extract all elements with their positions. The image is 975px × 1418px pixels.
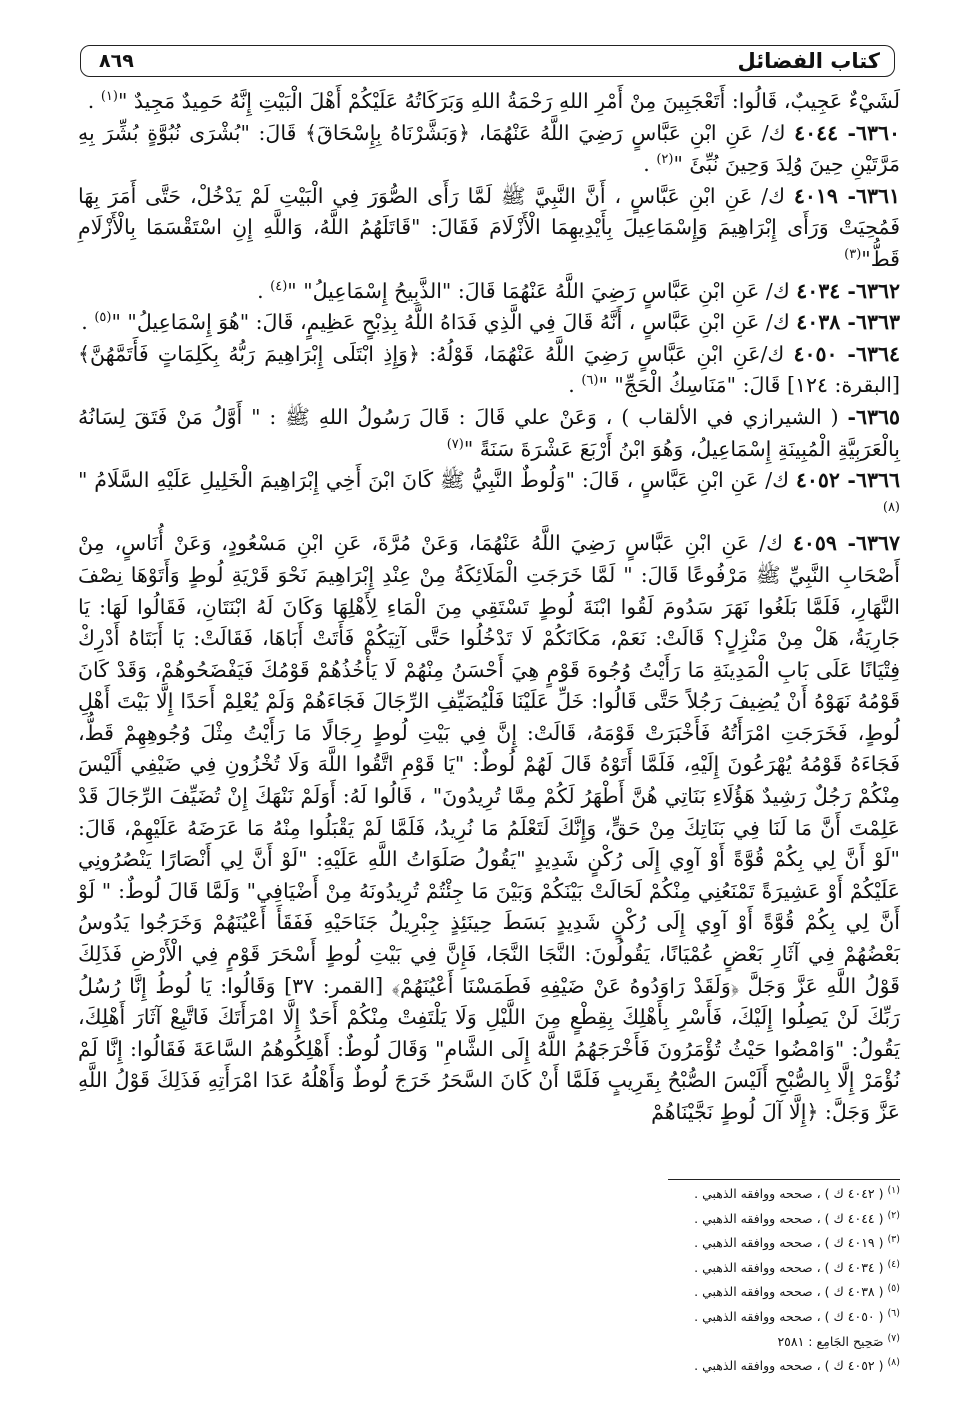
footnote-mark: (٥) <box>887 1283 900 1295</box>
hadith-paragraph <box>78 339 900 402</box>
hadith-number: ٦٣٦٤- ٤٠٥٠ <box>793 341 900 366</box>
hadith-tail: . <box>568 373 582 398</box>
footnote-mark: (٤) <box>887 1258 900 1270</box>
footnote-text: صَحِيح الجَامِع : ٢٥٨١ <box>777 1333 888 1349</box>
footnote-text: ( ٤٠٣٨ ك ) ، صححه ووافقه الذهبي . <box>694 1284 888 1300</box>
footnote <box>560 1330 900 1355</box>
footnote <box>560 1182 900 1207</box>
footnote-reference: (٨) <box>882 499 900 515</box>
hadith-number: ٦٣٦٠- ٤٠٤٤ <box>794 120 900 145</box>
page-header <box>80 45 895 77</box>
footnote-reference: (٦) <box>581 373 599 389</box>
hadith-paragraph <box>78 307 900 339</box>
main-text <box>78 86 900 1129</box>
footnote <box>560 1231 900 1256</box>
hadith-paragraph <box>78 465 900 528</box>
footnote <box>560 1256 900 1281</box>
footnote-mark: (٦) <box>887 1307 900 1319</box>
hadith-paragraph <box>78 276 900 308</box>
hadith-number: ٦٣٦١- ٤٠١٩ <box>793 183 901 208</box>
hadith-text: ك/ عَنِ ابْنِ عَبَّاسٍ رَضِيَ اللَّهُ عَنْهُمَا، وَعَنْ مُرَّةَ، عَنِ ابْنِ مَسْعُودٍ، وَعَنْ أُنَاسٍ، مِنْ أَصْحَابِ النَّبِيِّ ﷺ مَرْفُوعًا قَالَ: " لَمَّا خَرَجَتِ الْمَلَائِكَةُ مِنْ عِنْدِ إِبْرَاهِيمَ نَحْوَ قَرْيَةِ لُوطٍ وَأَتَوْهَا نِصْفَ النَّهَارِ، فَلَمَّا بَلَغُوا نَهَرَ سَدُومَ لَقُوا ابْنَةَ لُوطٍ تَسْتَقِي مِنَ الْمَاءِ لِأَهْلِهَا وَكَانَ لَهُ ابْنَتَانِ، فَقَالُوا لَهَا: يَا جَارِيَةُ، هَلْ مِنْ مَنْزِلٍ؟ قَالَتْ: نَعَمْ، مَكَانَكُمْ لَا تَدْخُلُوا حَتَّى آتِيَكُمْ فَأَتَتْ أَبَاهَا، فَقَالَتْ: يَا أَبَتَاهُ أَدْرِكْ فِتْيَانًا عَلَى بَابِ الْمَدِينَةِ مَا رَأَيْتُ وُجُوهَ قَوْمٍ هِيَ أَحْسَنُ مِنْهُمْ لَا يَأْخُذُهُمْ قَوْمُكَ فَيَفْضَحُوهُمْ، وَقَدْ كَانَ قَوْمُهُ نَهَوْهُ أَنْ يُضِيفَ رَجُلاً حَتَّى قَالُوا: خَلِّ عَلَيْنَا فَلْيُضَيِّفِ الرِّجَالَ فَجَاءَهُمْ وَلَمْ يُعْلِمْ أَحَدًا إِلَّا بَيْتَ أَهْلِ لُوطٍ، فَخَرَجَتِ امْرَأَتُهُ فَأَخْبَرَتْ قَوْمَهُ، قَالَتْ: إِنَّ فِي بَيْتِ لُوطٍ رِجَالًا مَا رَأَيْتُ مِثْلَ وُجُوهِهِمْ قَطُّ، فَجَاءَهُ قَوْمُهُ يُهْرَعُونَ إِلَيْهِ، فَلَمَّا أَتَوْهُ قَالَ لَهُمْ لُوطٌ: "يَا قَوْمِ اتَّقُوا اللَّهَ وَلَا تُخْزُونِ فِي ضَيْفِي أَلَيْسَ مِنْكُمْ رَجُلٌ رَشِيدٌ هَؤُلَاءِ بَنَاتِي هُنَّ أَطْهَرُ لَكُمْ مِمَّا تُرِيدُونَ" ، قَالُوا لَهُ: أَوَلَمْ نَنْهَكَ إِنْ تُضَيِّفَ الرِّجَالَ قَدْ عَلِمْتَ أَنَّ مَا لَنَا فِي بَنَاتِكَ مِنْ حَقٍّ، وَإِنَّكَ لَتَعْلَمُ مَا نُرِيدُ، فَلَمَّا لَمْ يَقْبَلُوا مِنْهُ مَا عَرَضَهُ عَلَيْهِمْ، قَالَ: "لَوْ أَنَّ لِي بِكُمْ قُوَّةً أَوْ آوِي إِلَى رُكْنٍ شَدِيدٍ "يَقُولُ صَلَوَاتُ اللَّهِ عَلَيْهِ: "لَوْ أَنَّ لِي أَنْصَارًا يَنْصُرُونِي عَلَيْكُمْ أَوْ عَشِيرَةً تَمْنَعُنِي مِنْكُمْ لَحَالَتْ بَيْنَكُمْ وَبَيْنَ مَا جِئْتُمْ تُرِيدُونَهُ مِنْ أَضْيَافِي" وَلَمَّا قَالَ لُوطٌ: " لَوْ أَنَّ لِي بِكُمْ قُوَّةً أَوْ آوِي إِلَى رُكْنٍ شَدِيدٍ بَسَطَ حِينَئِذٍ جِبْرِيلُ جَنَاحَيْهِ فَفَقَأَ أَعْيُنَهُمْ وَخَرَجُوا يَدُوسُ بَعْضُهُمْ فِي آثَارِ بَعْضٍ عُمْيَانًا، يَقُولُونَ: النَّجَا النَّجَا، فَإِنَّ فِي بَيْتِ لُوطٍ أَسْحَرَ قَوْمٍ فِي الْأَرْضِ فَذَلِكَ قَوْلُ اللَّهِ عَزَّ وَجَلَّ ﴿وَلَقَدْ رَاوَدُوهُ عَنْ ضَيْفِهِ فَطَمَسْنَا أَعْيُنَهُمْ﴾ [القمر: ٣٧] وَقَالُوا: يَا لُوطُ إِنَّا رُسُلُ رَبِّكَ لَنْ يَصِلُوا إِلَيْكَ، فَأَسْرِ بِأَهْلِكَ بِقِطْعٍ مِنَ اللَّيْلِ وَلَا يَلْتَفِتْ مِنْكُمْ أَحَدٌ إِلَّا امْرَأَتَكَ فَاتَّبِعْ آثَارَ أَهْلِكَ، يَقُولُ: "وَامْضُوا حَيْثُ تُؤْمَرُونَ فَأَخْرَجَهُمُ اللَّهُ إِلَى الشَّامِ" وَقَالَ لُوطٌ: أَهْلِكُوهُمُ السَّاعَةَ فَقَالُوا: إِنَّا لَمْ نُؤْمَرْ إِلَّا بِالصُّبْحِ أَلَيْسَ الصُّبْحُ بِقَرِيبٍ فَلَمَّا أَنْ كَانَ السَّحَرُ خَرَجَ لُوطٌ وَأَهْلُهُ عَدَا امْرَأَتِهِ فَذَلِكَ قَوْلُ اللَّهِ عَزَّ وَجَلَّ: ﴿إِلَّا آلَ لُوطٍ نَجَّيْنَاهُمْ <box>78 531 900 1124</box>
footnote-text: ( ٤٠٥٢ ك ) ، صححه ووافقه الذهبي . <box>694 1358 888 1374</box>
footnote-reference: (١) <box>100 89 118 105</box>
hadith-number: ٦٣٦٦- ٤٠٥٢ <box>795 468 900 493</box>
footnote <box>560 1280 900 1305</box>
hadith-paragraph <box>78 86 900 118</box>
footnote <box>560 1354 900 1379</box>
footnote-text: ( ٤٠٤٤ ك ) ، صححه ووافقه الذهبي . <box>694 1210 888 1226</box>
footnote-text: ( ٤٠٣٤ ك ) ، صححه ووافقه الذهبي . <box>694 1259 888 1275</box>
hadith-number: ٦٣٦٥- <box>847 404 900 429</box>
hadith-paragraph <box>78 118 900 181</box>
footnote-mark: (٣) <box>887 1234 900 1246</box>
hadith-text: ك/ عَنِ ابْنِ عَبَّاسٍ ، أَنَّهُ قَالَ فِي الَّذِي فَدَاهُ اللَّهُ بِذِبْحٍ عَظِيمٍ، قَالَ: "هُوَ إِسْمَاعِيلُ" " <box>111 310 797 335</box>
footnote-text: ( ٤٠١٩ ك ) ، صححه ووافقه الذهبي . <box>694 1235 888 1251</box>
hadith-tail: . <box>643 152 657 177</box>
page-number: ٨٦٩ <box>99 50 134 72</box>
hadith-text: ك/ عَنِ ابْنِ عَبَّاسٍ رَضِيَ اللَّهُ عَنْهُمَا قَالَ: "الذَّبِيحُ إِسْمَاعِيلُ" " <box>287 278 797 303</box>
hadith-number: ٦٣٦٧- ٤٠٥٩ <box>792 531 900 556</box>
hadith-tail: . <box>257 278 271 303</box>
footnote-text: ( ٤٠٤٢ ك ) ، صححه ووافقه الذهبي . <box>694 1186 888 1201</box>
footnote-reference: (٢) <box>656 152 674 168</box>
footnote-reference: (٥) <box>94 310 112 326</box>
hadith-tail: . <box>87 89 101 113</box>
footnote-mark: (٢) <box>887 1209 900 1221</box>
hadith-paragraph <box>78 402 900 465</box>
hadith-text: لَشَيْءٌ عَجِيبٌ، قَالُوا: أَتَعْجَبِينَ مِنْ أَمْرِ اللهِ رَحْمَةُ اللهِ وَبَرَكَاتُهُ عَلَيْكُمْ أَهْلَ الْبَيْتِ إِنَّهُ حَمِيدٌ مَجِيدٌ " <box>117 89 900 113</box>
footnote-text: ( ٤٠٥٠ ك ) ، صححه ووافقه الذهبي . <box>694 1308 888 1324</box>
footnote-mark: (٧) <box>887 1332 900 1344</box>
footnote-mark: (٨) <box>887 1357 900 1368</box>
footnote-reference: (٤) <box>270 278 288 294</box>
hadith-text: ( الشيرازي في الألقاب ) ، وَعَنْ علي قَالَ : قَالَ رَسُولُ اللهِ ﷺ : " أَوَّلُ مَنْ فَتَقَ لِسَانُهُ بِالْعَرَبِيَّةِ الْمُبِينَةِ إِسْمَاعِيلُ، وَهُوَ ابْنُ أَرْبَعَ عَشْرَةَ سَنَةً " <box>78 404 900 461</box>
hadith-text: ك/ عَنِ ابْنِ عَبَّاسٍ ، أَنَّ النَّبِيَّ ﷺ لَمَّا رَأَى الصُّوَرَ فِي الْبَيْتِ لَمْ يَدْخُلْ، حَتَّى أَمَرَ بِهَا فَمُحِيَتْ وَرَأَى إِبْرَاهِيمَ وَإِسْمَاعِيلَ بِأَيْدِيهِمَا الْأَزْلَامَ فَقَالَ: "قَاتَلَهُمُ اللَّهُ، وَاللَّهِ إِنِ اسْتَقْسَمَا بِالْأَزْلَامِ قَطُّ" <box>78 183 900 271</box>
hadith-number: ٦٣٦٢- ٤٠٣٤ <box>796 278 900 303</box>
footnote <box>560 1305 900 1330</box>
hadith-text: ك/عَنِ ابْنِ عَبَّاسٍ رَضِيَ اللَّهُ عَنْهُمَا، قَوْلُهُ: ﴿وَإِذِ ابْتَلَى إِبْرَاهِيمَ رَبُّهُ بِكَلِمَاتٍ فَأَتَمَّهُنَّ﴾ [البقرة: ١٢٤] قَالَ: "مَنَاسِكُ الْحَجِّ" " <box>78 341 900 398</box>
footnote-reference: (٧) <box>446 436 464 452</box>
footnotes <box>560 1182 900 1379</box>
footnote-mark: (١) <box>887 1184 900 1196</box>
hadith-text: ك/ عَنِ ابْنِ عَبَّاسٍ رَضِيَ اللَّهُ عَنْهُمَا، ﴿وَبَشَّرْنَاهُ بِإِسْحَاقَ﴾ قَالَ: "بُشْرَى نُبُوَّةٍ بُشِّرَ بِهِ مَرَّتَيْنِ حِينَ وُلِدَ وَحِينَ نُبِّئَ " <box>78 120 900 177</box>
book-title: كتاب الفضائل <box>737 49 880 73</box>
hadith-tail: . <box>81 310 95 335</box>
footnote <box>560 1207 900 1232</box>
footnote-reference: (٣) <box>844 247 862 263</box>
hadith-text: ك/ عَنِ ابْنِ عَبَّاسٍ ، قَالَ: "وَلُوطٌ النَّبِيُّ ﷺ كَانَ ابْنَ أَخِي إِبْرَاهِيمَ الْخَلِيلِ عَلَيْهِ السَّلَامُ " <box>78 468 796 493</box>
footnote-divider <box>668 1179 900 1180</box>
hadith-paragraph <box>78 528 900 1128</box>
hadith-number: ٦٣٦٣- ٤٠٣٨ <box>796 310 900 335</box>
hadith-paragraph <box>78 181 900 276</box>
